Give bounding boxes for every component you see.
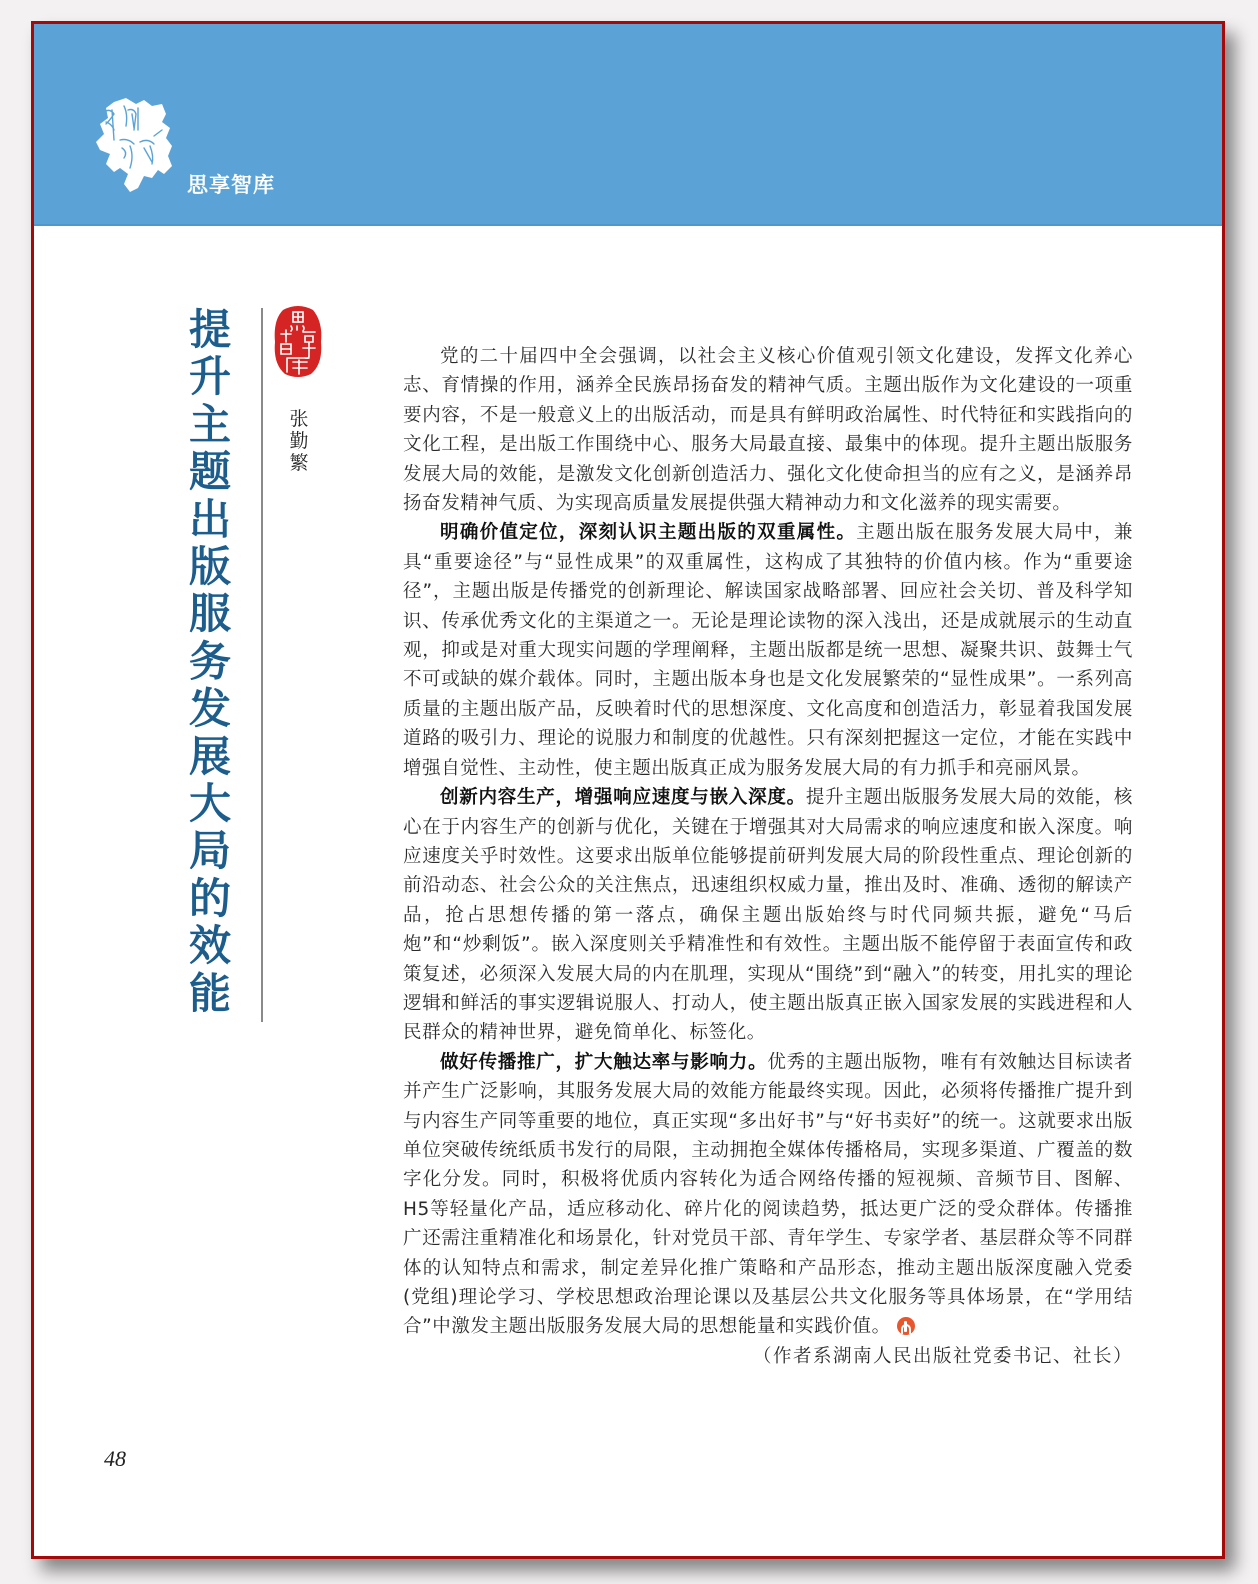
title-char: 的 xyxy=(188,873,231,923)
author-name xyxy=(287,408,311,474)
paragraph-lead: 做好传播推广，扩大触达率与影响力。 xyxy=(440,1051,768,1073)
paragraph-text: 提升主题出版服务发展大局的效能，核心在于内容生产的创新与优化，关键在于增强其对大局需求的响应速度和嵌入深度。响应速度关乎时效性。这要求出版单位能够提前研判发展大局的阶段性重点、理论创新的前沿动态、社会公众的关注焦点，迅速组织权威力量，推出及时、准确、透彻的解读产品，抢占思想传播的第一落点，确保主题出版始终与时代同频共振，避免“马后炮”和“炒剩饭”。嵌入深度则关乎精准性和有效性。主题出版不能停留于表面宣传和政策复述，必须深入发展大局的内在肌理，实现从“围绕”到“融入”的转变，用扎实的理论逻辑和鲜活的事实逻辑说服人、打动人，使主题出版真正嵌入国家发展的实践进程和人民群众的精神世界，避免简单化、标签化。 xyxy=(403,787,1133,1044)
paragraph-text: 主题出版在服务发展大局中，兼具“重要途径”与“显性成果”的双重属性，这构成了其独特的价值内核。作为“重要途径”，主题出版是传播党的创新理论、解读国家战略部署、回应社会关切、普及科学知识、传承优秀文化的主渠道之一。无论是理论读物的深入浅出，还是成就展示的生动直观，抑或是对重大现实问题的学理阐释，主题出版都是统一思想、凝聚共识、鼓舞士气不可或缺的媒介载体。同时，主题出版本身也是文化发展繁荣的“显性成果”。一系列高质量的主题出版产品，反映着时代的思想深度、文化高度和创造活力，彰显着我国发展道路的吸引力、理论的说服力和制度的优越性。只有深刻把握这一定位，才能在实践中增强自觉性、主动性，使主题出版真正成为服务发展大局的有力抓手和亮丽风景。 xyxy=(403,522,1133,779)
paragraph-text: 优秀的主题出版物，唯有有效触达目标读者并产生广泛影响，其服务发展大局的效能方能最终实现。因此，必须将传播推广提升到与内容生产同等重要的地位，真正实现“多出好书”与“好书卖好”的统一。这就要求出版单位突破传统纸质书发行的局限，主动拥抱全媒体传播格局，实现多渠道、广覆盖的数字化分发。同时，积极将优质内容转化为适合网络传播的短视频、音频节目、图解、H5等轻量化产品，适应移动化、碎片化的阅读趋势，抵达更广泛的受众群体。传播推广还需注重精准化和场景化，针对党员干部、青年学生、专家学者、基层群众等不同群体的认知特点和需求，制定差异化推广策略和产品形态，推动主题出版深度融入党委(党组)理论学习、学校思想政治理论课以及基层公共文化服务等具体场景，在“学用结合”中激发主题出版服务发展大局的思想能量和实践价值。 xyxy=(403,1051,1134,1338)
title-char: 大 xyxy=(188,779,231,829)
author-char: 张 xyxy=(289,408,309,430)
author-char: 勤 xyxy=(289,430,309,452)
title-char: 提 xyxy=(188,305,231,354)
magazine-page xyxy=(31,21,1225,1559)
title-char: 发 xyxy=(188,684,231,734)
title-char: 能 xyxy=(188,968,231,1018)
article-title xyxy=(184,306,236,1017)
title-char: 主 xyxy=(188,399,231,449)
end-mark-icon xyxy=(897,1317,915,1335)
title-char: 服 xyxy=(188,589,231,639)
paragraph-intro xyxy=(403,342,1133,518)
title-char: 展 xyxy=(188,731,231,781)
title-char: 题 xyxy=(188,447,231,497)
column-header-banner xyxy=(34,24,1222,226)
title-char: 升 xyxy=(188,352,231,402)
column-seal-icon xyxy=(273,304,323,378)
hunan-map-logo-icon xyxy=(92,96,182,196)
paragraph-content-production xyxy=(403,783,1133,1048)
article-body xyxy=(403,342,1133,1371)
author-char: 繁 xyxy=(289,452,309,474)
title-char: 效 xyxy=(188,921,231,971)
title-divider-line xyxy=(261,308,263,1022)
paragraph-lead: 创新内容生产，增强响应速度与嵌入深度。 xyxy=(440,787,806,809)
author-byline: （作者系湖南人民出版社党委书记、社长） xyxy=(752,1345,1133,1367)
title-char: 出 xyxy=(188,494,231,544)
title-char: 务 xyxy=(188,636,231,686)
paragraph-dissemination xyxy=(403,1048,1134,1367)
page-number: 48 xyxy=(104,1446,126,1471)
paragraph-text: 党的二十届四中全会强调，以社会主义核心价值观引领文化建设，发挥文化养心志、育情操的作用，涵养全民族昂扬奋发的精神气质。主题出版作为文化建设的一项重要内容，不是一般意义上的出版活动，而是具有鲜明政治属性、时代特征和实践指向的文化工程，是出版工作围绕中心、服务大局最直接、最集中的体现。提升主题出版服务发展大局的效能，是激发文化创新创造活力、强化文化使命担当的应有之义，是涵养昂扬奋发精神气质、为实现高质量发展提供强大精神动力和文化滋养的现实需要。 xyxy=(403,346,1133,515)
paragraph-lead: 明确价值定位，深刻认识主题出版的双重属性。 xyxy=(440,522,857,544)
paragraph-value-positioning xyxy=(403,518,1133,783)
column-name: 思享智库 xyxy=(187,173,275,197)
title-char: 版 xyxy=(188,542,231,592)
title-char: 局 xyxy=(188,826,231,876)
